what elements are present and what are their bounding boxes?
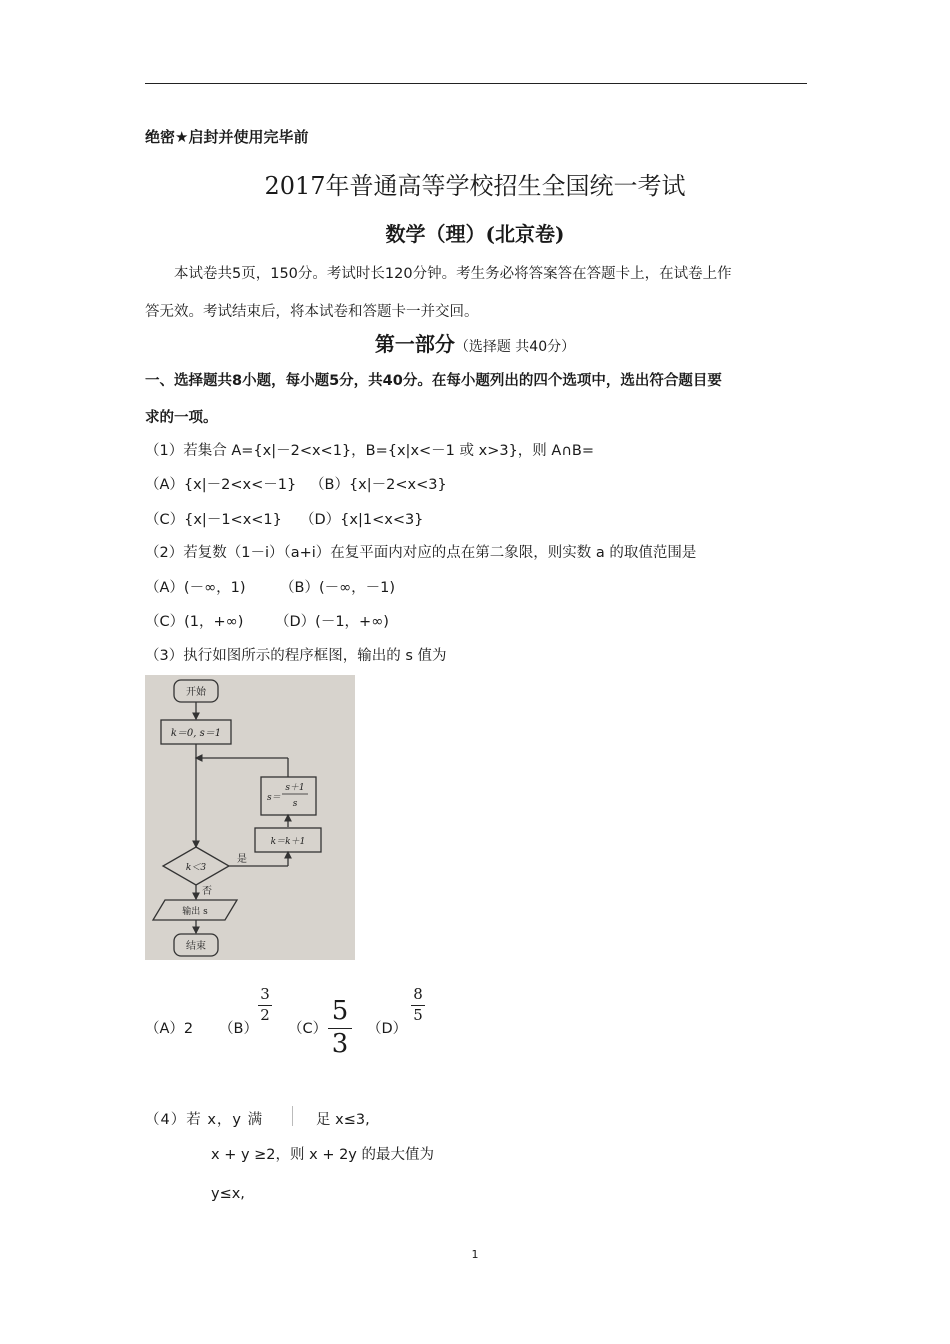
q3-option-c-den: 3: [331, 1029, 349, 1059]
q2-option-b: （B）(－∞，－1): [280, 580, 396, 596]
q3-option-d-label: （D）: [367, 1021, 408, 1037]
flow-output-text: 输出 s: [182, 907, 208, 917]
q3-option-a-label: （A）: [145, 1021, 184, 1037]
flow-yes-label: 是: [237, 854, 247, 865]
flow-end-text: 结束: [186, 941, 206, 952]
flowchart-diagram: [145, 675, 355, 960]
q3-option-d-den: 5: [413, 1006, 423, 1024]
exam-subtitle: 数学（理）(北京卷): [385, 222, 565, 246]
q3-option-a: [145, 1017, 193, 1038]
q1-stem: （1）若集合 A={x|－2<x<1}，B={x|x<－1 或 x>3}，则 A∩B=: [145, 443, 595, 459]
page-number: 1: [471, 1248, 479, 1261]
q4-line-2: x + y ≥2，则 x + 2y 的最大值为: [211, 1147, 434, 1163]
q3-option-d-num: 8: [411, 985, 425, 1006]
q2-option-a: （A）(－∞，1): [145, 580, 246, 596]
q4-stem-b: 足 x≤3,: [316, 1112, 370, 1128]
q1-option-d: （D）{x|1<x<3}: [300, 512, 424, 528]
q1-option-b: （B）{x|－2<x<3}: [310, 477, 447, 493]
section-one-line-2: 求的一项。: [145, 410, 218, 426]
flow-init-text: k＝0, s＝1: [170, 728, 222, 739]
flow-start-text: 开始: [186, 687, 206, 698]
q3-stem: （3）执行如图所示的程序框图，输出的 s 值为: [145, 648, 447, 664]
q4-stem-a: （4）若 x，y 满: [145, 1112, 264, 1128]
q3-option-b-den: 2: [260, 1006, 270, 1024]
instructions-line-2: 答无效。考试结束后，将本试卷和答题卡一并交回。: [145, 304, 479, 320]
header-rule: [145, 83, 807, 84]
q4-line-3: y≤x,: [211, 1186, 245, 1202]
q3-option-c-fraction: [328, 996, 352, 1059]
q3-option-c-num: 5: [328, 996, 352, 1029]
section-one-line-1: 一、选择题共8小题，每小题5分，共40分。在每小题列出的四个选项中，选出符合题目要: [145, 373, 722, 389]
part-one-heading: [0, 328, 950, 357]
flow-update-k-text: k＝k＋1: [270, 837, 306, 847]
q1-option-a: （A）{x|－2<x<－1}: [145, 477, 297, 493]
q3-option-b-label: （B）: [219, 1021, 258, 1037]
exam-title: 2017年普通高等学校招生全国统一考试: [264, 172, 686, 200]
q2-option-c: （C）(1，+∞): [145, 614, 244, 630]
flow-condition-text: k＜3: [185, 863, 207, 873]
q1-option-c: （C）{x|－1<x<1}: [145, 512, 282, 528]
q3-option-b-fraction: [258, 985, 272, 1024]
confidential-label: 绝密★启封并使用完毕前: [145, 128, 309, 146]
q4-brace-mark: [292, 1106, 293, 1126]
flow-no-label: 否: [202, 886, 212, 897]
part-one-title: 第一部分: [374, 332, 455, 356]
flow-update-s-num: s＋1: [285, 783, 305, 793]
q3-option-c-label: （C）: [288, 1021, 328, 1037]
q3-option-b-num: 3: [258, 985, 272, 1006]
q3-option-d-fraction: [411, 985, 425, 1024]
flowchart-image: [145, 675, 355, 960]
q2-option-d: （D）(－1，+∞): [275, 614, 389, 630]
flow-update-s-den: s: [292, 799, 298, 809]
instructions-line-1: 本试卷共5页，150分。考试时长120分钟。考生务必将答案答在答题卡上，在试卷上作: [174, 266, 732, 282]
part-one-note: （选择题 共40分）: [454, 339, 576, 355]
flow-update-s-lhs: s＝: [267, 793, 281, 803]
q3-option-a-value: 2: [183, 1021, 194, 1037]
q2-stem: （2）若复数（1－i）（a+i）在复平面内对应的点在第二象限，则实数 a 的取值范围是: [145, 545, 697, 561]
